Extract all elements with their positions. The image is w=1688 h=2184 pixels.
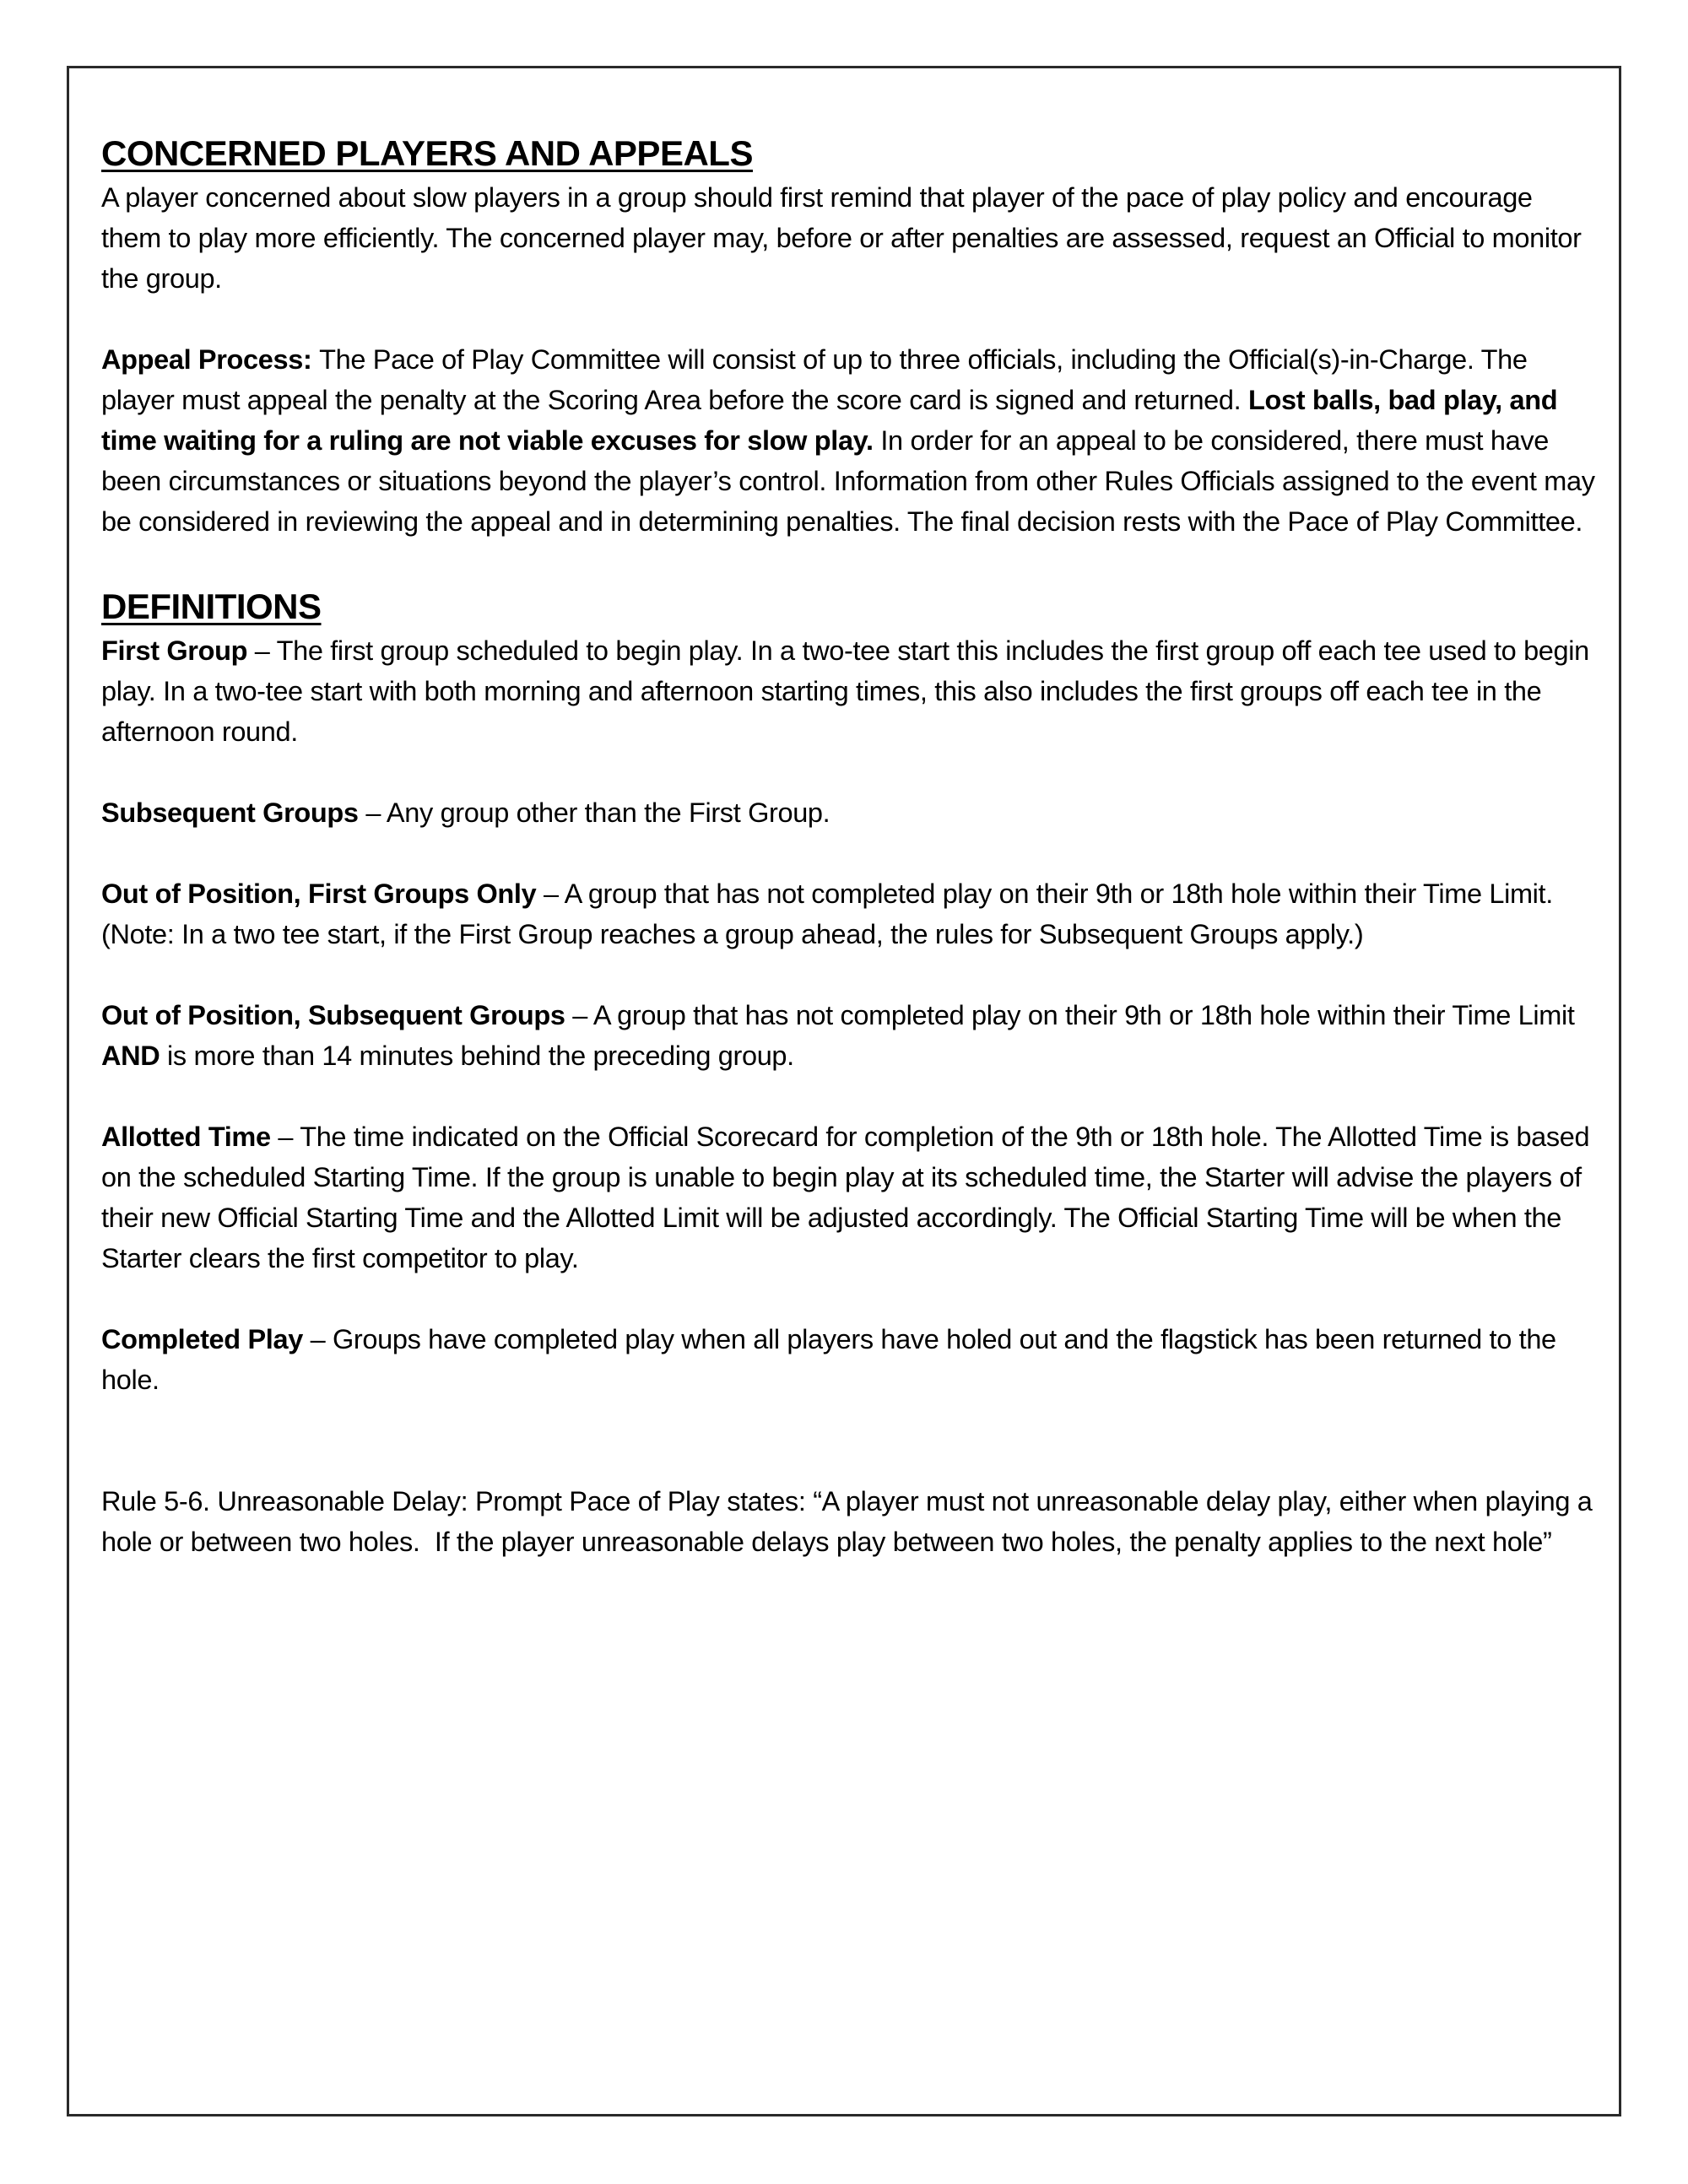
- para-out-of-position-subsequent-groups: [101, 995, 1597, 1076]
- text-run: – A group that has not completed play on their 9th or 18th hole within their Time Limit: [565, 1000, 1582, 1030]
- para-allotted-time: [101, 1116, 1597, 1279]
- text-run: Rule 5-6. Unreasonable Delay: Prompt Pace of Play states: “A player must not unreasonable delay play, either when playing a hole or between two holes. If the player unreasonable delays play between two holes, the penalty applies to the next hole”: [101, 1486, 1600, 1557]
- page-border-frame: [67, 66, 1621, 2116]
- bold-text-run: Allotted Time: [101, 1122, 271, 1152]
- bold-text-run: Subsequent Groups: [101, 797, 359, 828]
- para-out-of-position-first-groups: [101, 873, 1597, 954]
- para-subsequent-groups: [101, 792, 1597, 833]
- bold-text-run: Out of Position, Subsequent Groups: [101, 1000, 565, 1030]
- document-body: [69, 68, 1619, 1562]
- text-run: – The time indicated on the Official Scorecard for completion of the 9th or 18th hole. The Allotted Time is based on the scheduled Starting Time. If the group is unable to begin play at its scheduled time, the Starter will advise the players of their new Official Starting Time and the Allotted Limit will be adjusted accordingly. The Official Starting Time will be when the Starter clears the first competitor to play.: [101, 1122, 1597, 1273]
- text-run: A player concerned about slow players in a group should first remind that player of the pace of play policy and encourage them to play more efficiently. The concerned player may, before or after penalties are assessed, request an Official to monitor the group.: [101, 182, 1589, 294]
- heading-definitions: [101, 582, 1597, 630]
- bold-text-run: First Group: [101, 635, 248, 666]
- text-run: is more than 14 minutes behind the preceding group.: [160, 1041, 794, 1071]
- para-appeal-process: [101, 339, 1603, 542]
- bold-text-run: DEFINITIONS: [101, 587, 322, 626]
- bold-text-run: Lost balls, bad play, and time waiting for a ruling are not viable excuses for slow play.: [101, 385, 1565, 456]
- bold-text-run: Out of Position, First Groups Only: [101, 878, 537, 909]
- bold-text-run: Appeal Process:: [101, 344, 320, 375]
- text-run: – Groups have completed play when all players have holed out and the flagstick has been returned to the hole.: [101, 1324, 1564, 1395]
- text-run: – A group that has not completed play on their 9th or 18th hole within their Time Limit. (Note: In a two tee start, if the First Group reaches a group ahead, the rules for Subsequent Groups apply.): [101, 878, 1561, 949]
- bold-text-run: AND: [101, 1041, 160, 1071]
- para-first-group: [101, 630, 1597, 752]
- heading-concerned-players-and-appeals: [101, 129, 1597, 177]
- bold-text-run: CONCERNED PLAYERS AND APPEALS: [101, 133, 753, 173]
- text-run: The Pace of Play Committee will consist of up to three officials, including the Official(s)-in-Charge. The player must appeal the penalty at the Scoring Area before the score card is signed and returned.: [101, 344, 1535, 415]
- para-rule-5-6: [101, 1481, 1600, 1562]
- text-run: – The first group scheduled to begin play. In a two-tee start this includes the first group off each tee used to begin play. In a two-tee start with both morning and afternoon starting times, this also includes the first groups off each tee in the afternoon round.: [101, 635, 1597, 747]
- para-concerned-players: [101, 177, 1597, 299]
- text-run: – Any group other than the First Group.: [358, 797, 830, 828]
- bold-text-run: Completed Play: [101, 1324, 303, 1354]
- text-run: In order for an appeal to be considered, there must have been circumstances or situations beyond the player’s control. Information from other Rules Officials assigned to the event may be considered in reviewing the appeal and in determining penalties. The final decision rests with the Pace of Play Committee.: [101, 425, 1603, 537]
- para-completed-play: [101, 1319, 1597, 1400]
